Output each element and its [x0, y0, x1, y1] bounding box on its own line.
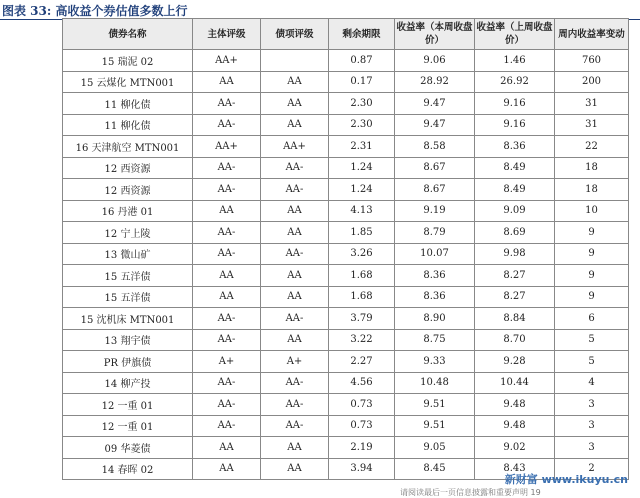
- cell-yield-last-week: 9.16: [475, 93, 555, 115]
- table-row: [63, 200, 629, 222]
- col-header-remaining-term: 剩余期限: [329, 19, 395, 50]
- table-row: [63, 265, 629, 287]
- cell-bond-name: 15 瑞泥 02: [63, 50, 193, 72]
- page-footer: 请阅读最后一页信息披露和重要声明 19: [400, 488, 541, 497]
- cell-bond-name: 13 翔宇债: [63, 329, 193, 351]
- cell-issuer-rating: AA-: [193, 329, 261, 351]
- cell-yield-change: 9: [555, 265, 629, 287]
- cell-bond-name: 16 天津航空 MTN001: [63, 136, 193, 158]
- table-body: [63, 50, 629, 480]
- cell-yield-this-week: 8.67: [395, 179, 475, 201]
- cell-yield-change: 3: [555, 415, 629, 437]
- cell-issuer-rating: AA-: [193, 372, 261, 394]
- cell-bond-name: 09 华菱债: [63, 437, 193, 459]
- col-header-bond-rating: 债项评级: [261, 19, 329, 50]
- table-row: [63, 286, 629, 308]
- cell-bond-name: 12 西资源: [63, 157, 193, 179]
- cell-yield-this-week: 28.92: [395, 71, 475, 93]
- cell-bond-rating: AA: [261, 93, 329, 115]
- cell-issuer-rating: AA: [193, 458, 261, 480]
- cell-remaining-term: 3.94: [329, 458, 395, 480]
- cell-yield-last-week: 9.16: [475, 114, 555, 136]
- cell-yield-last-week: 8.27: [475, 265, 555, 287]
- cell-bond-rating: AA: [261, 458, 329, 480]
- cell-yield-last-week: 8.49: [475, 179, 555, 201]
- cell-bond-rating: AA: [261, 437, 329, 459]
- cell-yield-change: 760: [555, 50, 629, 72]
- cell-remaining-term: 3.26: [329, 243, 395, 265]
- cell-yield-last-week: 8.69: [475, 222, 555, 244]
- cell-issuer-rating: AA: [193, 200, 261, 222]
- cell-yield-change: 9: [555, 243, 629, 265]
- cell-yield-this-week: 8.36: [395, 265, 475, 287]
- cell-bond-rating: AA: [261, 222, 329, 244]
- cell-yield-last-week: 8.84: [475, 308, 555, 330]
- cell-yield-this-week: 9.06: [395, 50, 475, 72]
- col-header-yield-last-week: 收益率（上周收盘价）: [475, 19, 555, 50]
- cell-yield-last-week: 9.48: [475, 394, 555, 416]
- cell-bond-name: 12 宁上陵: [63, 222, 193, 244]
- table-row: [63, 179, 629, 201]
- cell-yield-this-week: 8.79: [395, 222, 475, 244]
- cell-yield-this-week: 9.33: [395, 351, 475, 373]
- table-row: [63, 329, 629, 351]
- table-row: [63, 157, 629, 179]
- cell-bond-rating: AA-: [261, 372, 329, 394]
- cell-yield-change: 18: [555, 157, 629, 179]
- cell-remaining-term: 3.79: [329, 308, 395, 330]
- cell-bond-name: 12 一重 01: [63, 415, 193, 437]
- cell-yield-change: 3: [555, 394, 629, 416]
- cell-bond-rating: AA-: [261, 415, 329, 437]
- table-row: [63, 136, 629, 158]
- cell-remaining-term: 3.22: [329, 329, 395, 351]
- cell-bond-rating: AA-: [261, 179, 329, 201]
- col-header-bond-name: 债券名称: [63, 19, 193, 50]
- cell-issuer-rating: AA-: [193, 179, 261, 201]
- col-header-yield-change: 周内收益率变动: [555, 19, 629, 50]
- cell-remaining-term: 4.56: [329, 372, 395, 394]
- cell-yield-change: 18: [555, 179, 629, 201]
- cell-issuer-rating: AA-: [193, 222, 261, 244]
- table-row: [63, 394, 629, 416]
- cell-yield-this-week: 9.05: [395, 437, 475, 459]
- cell-yield-change: 5: [555, 351, 629, 373]
- cell-bond-name: 14 柳产投: [63, 372, 193, 394]
- table-row: [63, 308, 629, 330]
- cell-bond-name: 11 柳化债: [63, 93, 193, 115]
- cell-bond-rating: AA: [261, 114, 329, 136]
- cell-yield-change: 9: [555, 286, 629, 308]
- cell-remaining-term: 2.27: [329, 351, 395, 373]
- cell-yield-this-week: 10.48: [395, 372, 475, 394]
- cell-issuer-rating: AA+: [193, 136, 261, 158]
- cell-issuer-rating: AA+: [193, 50, 261, 72]
- cell-yield-change: 9: [555, 222, 629, 244]
- cell-yield-last-week: 8.27: [475, 286, 555, 308]
- cell-remaining-term: 0.17: [329, 71, 395, 93]
- table-row: [63, 50, 629, 72]
- cell-remaining-term: 1.68: [329, 265, 395, 287]
- cell-bond-rating: AA-: [261, 308, 329, 330]
- cell-bond-rating: AA: [261, 329, 329, 351]
- cell-remaining-term: 1.85: [329, 222, 395, 244]
- table-row: [63, 372, 629, 394]
- cell-yield-last-week: 8.49: [475, 157, 555, 179]
- cell-bond-rating: AA: [261, 286, 329, 308]
- table-row: [63, 243, 629, 265]
- cell-issuer-rating: AA-: [193, 114, 261, 136]
- cell-remaining-term: 2.30: [329, 114, 395, 136]
- cell-remaining-term: 0.73: [329, 394, 395, 416]
- cell-yield-change: 2: [555, 458, 629, 480]
- cell-yield-change: 5: [555, 329, 629, 351]
- cell-bond-rating: A+: [261, 351, 329, 373]
- table-row: [63, 437, 629, 459]
- watermark: 新财富 www.ikuyu.cn: [504, 473, 628, 486]
- cell-yield-this-week: 9.47: [395, 93, 475, 115]
- cell-issuer-rating: A+: [193, 351, 261, 373]
- cell-bond-name: 12 西资源: [63, 179, 193, 201]
- cell-bond-name: 12 一重 01: [63, 394, 193, 416]
- cell-issuer-rating: AA-: [193, 415, 261, 437]
- cell-yield-this-week: 8.90: [395, 308, 475, 330]
- cell-bond-rating: AA+: [261, 136, 329, 158]
- cell-bond-rating: AA: [261, 71, 329, 93]
- cell-yield-change: 6: [555, 308, 629, 330]
- cell-yield-last-week: 1.46: [475, 50, 555, 72]
- cell-yield-change: 10: [555, 200, 629, 222]
- table-row: [63, 351, 629, 373]
- cell-yield-last-week: 8.43: [475, 458, 555, 480]
- cell-yield-this-week: 8.75: [395, 329, 475, 351]
- cell-yield-change: 3: [555, 437, 629, 459]
- cell-issuer-rating: AA-: [193, 93, 261, 115]
- cell-yield-this-week: 10.07: [395, 243, 475, 265]
- cell-yield-this-week: 8.58: [395, 136, 475, 158]
- figure-title: 图表 33: 高收益个券估值多数上行: [2, 4, 188, 18]
- cell-bond-name: 11 柳化债: [63, 114, 193, 136]
- cell-yield-change: 22: [555, 136, 629, 158]
- table-row: [63, 93, 629, 115]
- cell-yield-last-week: 8.70: [475, 329, 555, 351]
- cell-remaining-term: 1.24: [329, 179, 395, 201]
- cell-bond-name: 15 五洋债: [63, 265, 193, 287]
- cell-bond-rating: AA: [261, 200, 329, 222]
- cell-bond-name: 15 沈机床 MTN001: [63, 308, 193, 330]
- cell-remaining-term: 4.13: [329, 200, 395, 222]
- cell-issuer-rating: AA-: [193, 308, 261, 330]
- cell-yield-this-week: 8.45: [395, 458, 475, 480]
- cell-yield-last-week: 9.09: [475, 200, 555, 222]
- cell-yield-last-week: 9.48: [475, 415, 555, 437]
- cell-yield-this-week: 8.67: [395, 157, 475, 179]
- cell-issuer-rating: AA: [193, 437, 261, 459]
- cell-yield-this-week: 9.19: [395, 200, 475, 222]
- cell-yield-this-week: 9.51: [395, 394, 475, 416]
- cell-yield-change: 31: [555, 93, 629, 115]
- col-header-yield-this-week: 收益率（本周收盘价）: [395, 19, 475, 50]
- cell-yield-last-week: 10.44: [475, 372, 555, 394]
- table-row: [63, 71, 629, 93]
- cell-yield-change: 200: [555, 71, 629, 93]
- cell-issuer-rating: AA: [193, 265, 261, 287]
- cell-remaining-term: 1.68: [329, 286, 395, 308]
- cell-bond-rating: AA-: [261, 394, 329, 416]
- cell-yield-change: 31: [555, 114, 629, 136]
- cell-issuer-rating: AA-: [193, 157, 261, 179]
- cell-bond-rating: AA-: [261, 157, 329, 179]
- cell-bond-name: PR 伊旗债: [63, 351, 193, 373]
- cell-yield-change: 4: [555, 372, 629, 394]
- table-row: [63, 222, 629, 244]
- cell-bond-name: 16 丹港 01: [63, 200, 193, 222]
- cell-yield-this-week: 9.47: [395, 114, 475, 136]
- cell-yield-last-week: 9.98: [475, 243, 555, 265]
- cell-issuer-rating: AA-: [193, 394, 261, 416]
- col-header-issuer-rating: 主体评级: [193, 19, 261, 50]
- table-row: [63, 114, 629, 136]
- cell-bond-name: 15 五洋债: [63, 286, 193, 308]
- cell-remaining-term: 2.19: [329, 437, 395, 459]
- cell-bond-rating: [261, 50, 329, 72]
- cell-issuer-rating: AA: [193, 71, 261, 93]
- cell-bond-rating: AA-: [261, 243, 329, 265]
- cell-yield-last-week: 8.36: [475, 136, 555, 158]
- cell-remaining-term: 2.30: [329, 93, 395, 115]
- cell-issuer-rating: AA-: [193, 243, 261, 265]
- bond-valuation-table: [62, 18, 629, 480]
- cell-issuer-rating: AA: [193, 286, 261, 308]
- cell-yield-last-week: 26.92: [475, 71, 555, 93]
- cell-remaining-term: 0.73: [329, 415, 395, 437]
- table-header-row: [63, 19, 629, 50]
- cell-bond-name: 15 云煤化 MTN001: [63, 71, 193, 93]
- cell-remaining-term: 0.87: [329, 50, 395, 72]
- cell-bond-name: 14 春晖 02: [63, 458, 193, 480]
- cell-bond-rating: AA: [261, 265, 329, 287]
- cell-remaining-term: 1.24: [329, 157, 395, 179]
- table-row: [63, 415, 629, 437]
- cell-yield-last-week: 9.28: [475, 351, 555, 373]
- cell-bond-name: 13 微山矿: [63, 243, 193, 265]
- cell-remaining-term: 2.31: [329, 136, 395, 158]
- cell-yield-this-week: 8.36: [395, 286, 475, 308]
- cell-yield-last-week: 9.02: [475, 437, 555, 459]
- cell-yield-this-week: 9.51: [395, 415, 475, 437]
